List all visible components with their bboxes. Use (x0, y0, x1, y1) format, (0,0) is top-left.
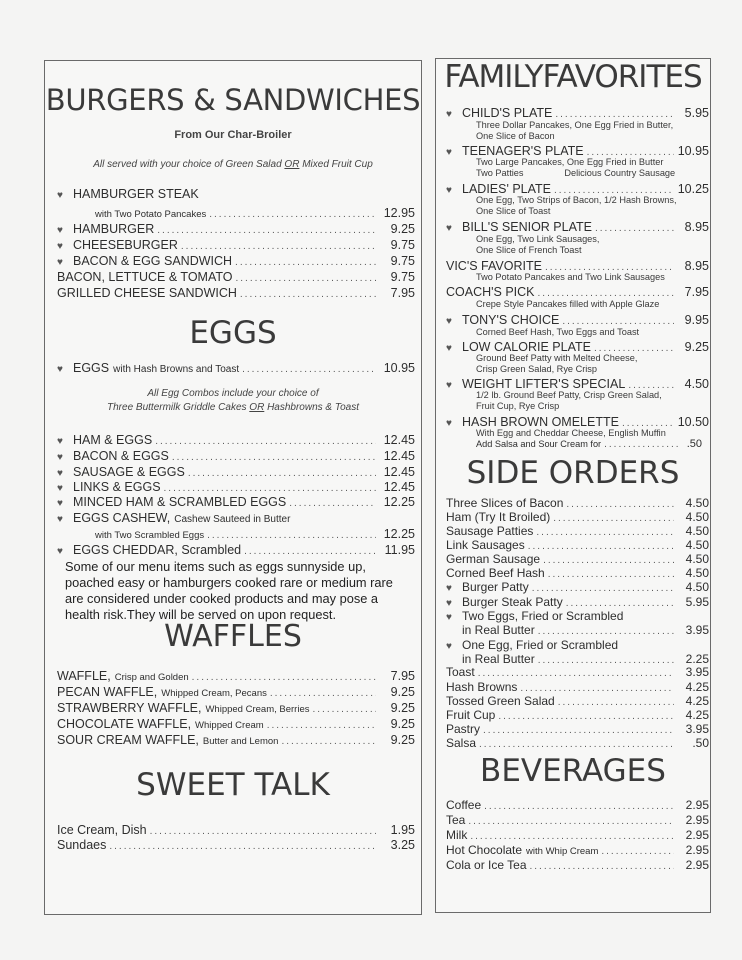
item-name: GRILLED CHEESE SANDWICH (57, 286, 237, 300)
item-description: Three Dollar Pancakes, One Egg Fried in Butter, (476, 120, 674, 130)
item-description: Two Patties Delicious Country Sausage (476, 168, 676, 178)
item-price: 2.95 (685, 843, 709, 857)
item-name: with Two Scrambled Eggs (95, 530, 205, 541)
heart-healthy-icon: ♥ (446, 185, 452, 196)
item-price: 4.25 (685, 680, 709, 694)
menu-item-cheeseburger (57, 238, 415, 254)
item-name: Corned Beef Hash (446, 566, 545, 580)
item-name: HAMBURGER STEAK (73, 187, 199, 201)
item-price: 2.95 (685, 813, 709, 827)
heart-healthy-icon: ♥ (57, 498, 63, 509)
leader-dots (188, 467, 376, 481)
item-price: 9.75 (390, 238, 415, 252)
menu-item-sundaes (57, 838, 415, 854)
item-price: 2.25 (685, 652, 709, 666)
item-description: One Egg, Two Strips of Bacon, 1/2 Hash Browns, (476, 195, 677, 205)
note-text: Three Buttermilk Griddle Cakes (107, 402, 250, 413)
item-price: 12.95 (383, 206, 415, 220)
item-name: WEIGHT LIFTER'S SPECIAL (462, 377, 626, 391)
heart-healthy-icon: ♥ (57, 452, 63, 463)
beverage-milk (446, 828, 709, 844)
menu-item-chocolate-waffle (57, 717, 415, 733)
item-price: 9.25 (390, 222, 415, 236)
item-price: 3.95 (685, 722, 709, 736)
item-price: 9.25 (390, 701, 415, 715)
item-name: Toast (446, 665, 475, 679)
item-description: One Egg, Two Link Sausages, (476, 234, 600, 244)
leader-dots (209, 208, 376, 222)
item-price: 4.50 (685, 496, 709, 510)
item-description: Add Salsa and Sour Cream for (476, 439, 602, 449)
heart-healthy-icon: ♥ (446, 223, 452, 234)
item-description: Whipped Cream (195, 720, 264, 731)
heart-healthy-icon: ♥ (57, 546, 63, 557)
item-name: Fruit Cup (446, 708, 496, 722)
leader-dots (479, 738, 674, 752)
item-description: Two Potato Pancakes and Two Link Sausages (476, 272, 665, 282)
item-name: LOW CALORIE PLATE (462, 340, 591, 354)
health-warning: Some of our menu items such as eggs sunnyside up, poached easy or hamburgers cooked rare or medium rare are considered under cooked products and may pose a health risk.They will be served on upon request. (65, 559, 393, 622)
leader-dots (601, 845, 674, 859)
item-name: Ham (Try It Broiled) (446, 510, 551, 524)
heart-healthy-icon: ♥ (446, 316, 452, 327)
item-name: Three Slices of Bacon (446, 496, 564, 510)
item-name: German Sausage (446, 552, 541, 566)
item-name: CHILD'S PLATE (462, 106, 553, 120)
item-name: EGGS CASHEW, (73, 511, 171, 525)
item-name: with Two Potato Pancakes (95, 209, 207, 220)
item-price: 5.95 (684, 106, 709, 120)
item-name: PECAN WAFFLE, (57, 685, 158, 699)
heart-healthy-icon: ♥ (446, 380, 452, 391)
item-price: .50 (686, 438, 702, 450)
item-name: CHOCOLATE WAFFLE, (57, 717, 192, 731)
item-description: 1/2 lb. Ground Beef Patty, Crisp Green Salad, (476, 390, 662, 400)
item-price: 4.50 (685, 580, 709, 594)
leader-dots (172, 451, 376, 465)
item-name: BACON, LETTUCE & TOMATO (57, 270, 233, 284)
leader-dots (538, 625, 674, 639)
heart-healthy-icon: ♥ (57, 190, 63, 201)
item-description: One Slice of Toast (476, 206, 551, 216)
leader-dots (595, 222, 674, 236)
heart-healthy-icon: ♥ (57, 257, 63, 268)
item-name: CHEESEBURGER (73, 238, 178, 252)
item-price: 9.25 (390, 733, 415, 747)
leader-dots (468, 815, 674, 829)
item-description: Corned Beef Hash, Two Eggs and Toast (476, 327, 640, 337)
item-name: LADIES' PLATE (462, 182, 551, 196)
menu-item-blt (57, 270, 415, 286)
item-price: 9.75 (390, 270, 415, 284)
leader-dots (470, 830, 674, 844)
item-name: LINKS & EGGS (73, 480, 161, 494)
item-name: Tossed Green Salad (446, 694, 555, 708)
item-name: COACH'S PICK (446, 285, 535, 299)
item-price: 12.45 (383, 480, 415, 494)
leader-dots (192, 671, 376, 685)
note-or: OR (249, 402, 265, 413)
item-name: Tea (446, 813, 466, 827)
item-name: BACON & EGGS (73, 449, 169, 463)
item-description: Ground Beef Patty with Melted Cheese, (476, 353, 638, 363)
item-price: 8.95 (684, 220, 709, 234)
item-name: Coffee (446, 798, 482, 812)
beverage-cola-ice-tea (446, 858, 709, 874)
heart-healthy-icon: ♥ (446, 418, 452, 429)
beverage-coffee (446, 798, 709, 814)
heart-healthy-icon: ♥ (446, 109, 452, 120)
menu-item-hamburger-steak (57, 187, 415, 203)
item-price: 4.50 (685, 524, 709, 538)
menu-item-pecan-waffle (57, 685, 415, 701)
item-price: 4.25 (685, 708, 709, 722)
leader-dots (530, 860, 675, 874)
item-name: Pastry (446, 722, 481, 736)
item-name: Milk (446, 828, 468, 842)
leader-dots (240, 288, 376, 302)
beverage-hot-chocolate (446, 843, 709, 859)
heart-healthy-icon: ♥ (57, 241, 63, 252)
side-item-salsa (446, 736, 709, 752)
item-price: 4.25 (685, 694, 709, 708)
heart-healthy-icon: ♥ (446, 641, 452, 652)
beverage-tea (446, 813, 709, 829)
item-name: VIC'S FAVORITE (446, 259, 542, 273)
item-name: Burger Steak Patty (462, 595, 563, 609)
item-description: Whipped Cream, Pecans (161, 688, 267, 699)
leader-dots (207, 529, 376, 543)
item-price: 2.95 (685, 798, 709, 812)
item-description: with Hash Browns and Toast (113, 364, 240, 375)
eggs-heading: EGGS (189, 315, 277, 351)
egg-combo-note-2 (45, 402, 421, 413)
item-name: Link Sausages (446, 538, 525, 552)
left-menu-panel (44, 60, 422, 915)
item-price: 4.50 (685, 538, 709, 552)
note-or: OR (284, 159, 300, 170)
menu-item-minced-ham-eggs (57, 495, 415, 511)
leader-dots (604, 440, 679, 451)
item-name: HAM & EGGS (73, 433, 153, 447)
salsa-add-on (476, 439, 702, 451)
menu-item-bacon-egg-sandwich (57, 254, 415, 270)
item-name: Salsa (446, 736, 477, 750)
burgers-heading: BURGERS & SANDWICHES (45, 83, 421, 117)
item-price: 12.45 (383, 465, 415, 479)
item-name: TEENAGER'S PLATE (462, 144, 584, 158)
item-description: Butter and Lemon (202, 736, 279, 747)
item-name: BILL'S SENIOR PLATE (462, 220, 592, 234)
leader-dots (150, 825, 376, 839)
item-price: 9.25 (390, 685, 415, 699)
item-name: WAFFLE, (57, 669, 111, 683)
heart-healthy-icon: ♥ (57, 514, 63, 525)
item-name: Two Eggs, Fried or Scrambled (462, 609, 624, 623)
leader-dots (289, 497, 376, 511)
waffles-heading: WAFFLES (164, 619, 302, 654)
item-name: HASH BROWN OMELETTE (462, 415, 619, 429)
item-description: Crepe Style Pancakes filled with Apple Glaze (476, 299, 660, 309)
menu-item-sour-cream-waffle (57, 733, 415, 749)
item-price: 12.45 (383, 449, 415, 463)
item-price: 10.95 (383, 361, 415, 375)
item-price: 9.75 (390, 254, 415, 268)
item-name: in Real Butter (462, 652, 535, 666)
menu-item-eggs-cheddar (57, 543, 415, 559)
side-orders-heading: SIDE ORDERS (466, 455, 680, 491)
item-name: Ice Cream, Dish (57, 823, 147, 837)
note-text: All served with your choice of Green Salad (93, 159, 285, 170)
menu-item-strawberry-waffle (57, 701, 415, 717)
heart-healthy-icon: ♥ (446, 612, 452, 623)
item-price: 2.95 (685, 858, 709, 872)
side-item-toast (446, 665, 709, 681)
leader-dots (281, 735, 376, 749)
menu-item-grilled-cheese (57, 286, 415, 302)
item-name: HAMBURGER (73, 222, 155, 236)
heart-healthy-icon: ♥ (57, 364, 63, 375)
item-price: 7.95 (684, 285, 709, 299)
menu-item-sausage-eggs (57, 465, 415, 481)
leader-dots (484, 800, 674, 814)
item-price: 1.95 (390, 823, 415, 837)
heart-healthy-icon: ♥ (446, 343, 452, 354)
item-name: Burger Patty (462, 580, 529, 594)
menu-item-bacon-eggs (57, 449, 415, 465)
leader-dots (109, 840, 376, 854)
item-price: 10.95 (677, 144, 709, 158)
item-description: With Egg and Cheddar Cheese, English Muffin (476, 428, 666, 438)
item-name: BACON & EGG SANDWICH (73, 254, 233, 268)
item-price: 4.50 (685, 510, 709, 524)
menu-item-ham-eggs (57, 433, 415, 449)
item-price: 2.95 (685, 828, 709, 842)
item-name: One Egg, Fried or Scrambled (462, 638, 619, 652)
item-name: Hot Chocolate (446, 843, 523, 857)
heart-healthy-icon: ♥ (446, 147, 452, 158)
note-text: Mixed Fruit Cup (299, 159, 373, 170)
item-name: TONY'S CHOICE (462, 313, 560, 327)
item-price: 5.95 (685, 595, 709, 609)
item-price: 3.95 (685, 623, 709, 637)
item-price: .50 (692, 736, 709, 750)
menu-item-eggs-cashew (57, 511, 415, 527)
leader-dots (532, 582, 674, 596)
leader-dots (267, 719, 376, 733)
item-description: Whipped Cream, Berries (205, 704, 310, 715)
item-price: 10.50 (677, 415, 709, 429)
heart-healthy-icon: ♥ (57, 225, 63, 236)
item-price: 8.95 (684, 259, 709, 273)
item-price: 9.25 (684, 340, 709, 354)
item-description: Fruit Cup, Rye Crisp (476, 401, 560, 411)
menu-item-ice-cream (57, 823, 415, 839)
item-price: 10.25 (677, 182, 709, 196)
heart-healthy-icon: ♥ (57, 483, 63, 494)
leader-dots (270, 687, 376, 701)
right-menu-panel (435, 58, 711, 913)
item-price: 7.95 (390, 669, 415, 683)
item-name: Hash Browns (446, 680, 518, 694)
item-price: 11.95 (384, 543, 415, 557)
leader-dots (312, 703, 376, 717)
item-price: 3.25 (390, 838, 415, 852)
item-price: 4.50 (684, 377, 709, 391)
item-price: 3.95 (685, 665, 709, 679)
item-description: Crisp and Golden (114, 672, 189, 683)
leader-dots (244, 545, 376, 559)
leader-dots (235, 256, 376, 270)
menu-item-links-eggs (57, 480, 415, 496)
heart-healthy-icon: ♥ (57, 468, 63, 479)
item-price: 4.50 (685, 552, 709, 566)
item-name: Cola or Ice Tea (446, 858, 527, 872)
item-description: Cashew Sauteed in Butter (174, 514, 291, 525)
heart-healthy-icon: ♥ (57, 436, 63, 447)
item-price: 12.25 (383, 527, 415, 541)
item-description: Two Large Pancakes, One Egg Fried in Butter (476, 157, 664, 167)
leader-dots (164, 482, 376, 496)
sweet-talk-heading: SWEET TALK (136, 767, 330, 803)
item-description: One Slice of French Toast (476, 245, 582, 255)
burgers-side-note (45, 159, 421, 170)
item-name: MINCED HAM & SCRAMBLED EGGS (73, 495, 287, 509)
leader-dots (155, 435, 376, 449)
item-price: 9.95 (684, 313, 709, 327)
leader-dots (157, 224, 376, 238)
leader-dots (478, 667, 674, 681)
item-name: STRAWBERRY WAFFLE, (57, 701, 202, 715)
heart-healthy-icon: ♥ (446, 598, 452, 609)
item-description: Crisp Green Salad, Rye Crisp (476, 364, 598, 374)
menu-item-hamburger-steak-detail (95, 206, 415, 222)
item-description: with Whip Cream (526, 846, 599, 857)
menu-item-hamburger (57, 222, 415, 238)
item-name: Sundaes (57, 838, 107, 852)
menu-item-waffle (57, 669, 415, 685)
egg-combo-note-1: All Egg Combos include your choice of (147, 388, 319, 399)
item-name: in Real Butter (462, 623, 535, 637)
item-name: Sausage Patties (446, 524, 534, 538)
item-name: EGGS (73, 361, 110, 375)
family-favorites-heading: FAMILYFAVORITES (444, 59, 702, 95)
side-item-two-eggs-detail (462, 623, 709, 639)
item-name: EGGS CHEDDAR, Scrambled (73, 543, 242, 557)
item-price: 7.95 (390, 286, 415, 300)
leader-dots (242, 363, 376, 377)
menu-item-eggs-cashew-detail (95, 527, 415, 543)
leader-dots (181, 240, 376, 254)
heart-healthy-icon: ♥ (446, 583, 452, 594)
item-price: 12.45 (383, 433, 415, 447)
item-name: SOUR CREAM WAFFLE, (57, 733, 199, 747)
side-item-burger-patty (446, 580, 709, 596)
item-price: 12.25 (383, 495, 415, 509)
note-text: Hashbrowns & Toast (264, 402, 359, 413)
menu-item-eggs (57, 361, 415, 377)
leader-dots (236, 272, 377, 286)
beverages-heading: BEVERAGES (480, 753, 666, 789)
item-price: 9.25 (390, 717, 415, 731)
item-name: SAUSAGE & EGGS (73, 465, 185, 479)
item-price: 4.50 (685, 566, 709, 580)
burgers-subtitle: From Our Char-Broiler (174, 129, 292, 141)
item-description: One Slice of Bacon (476, 131, 555, 141)
